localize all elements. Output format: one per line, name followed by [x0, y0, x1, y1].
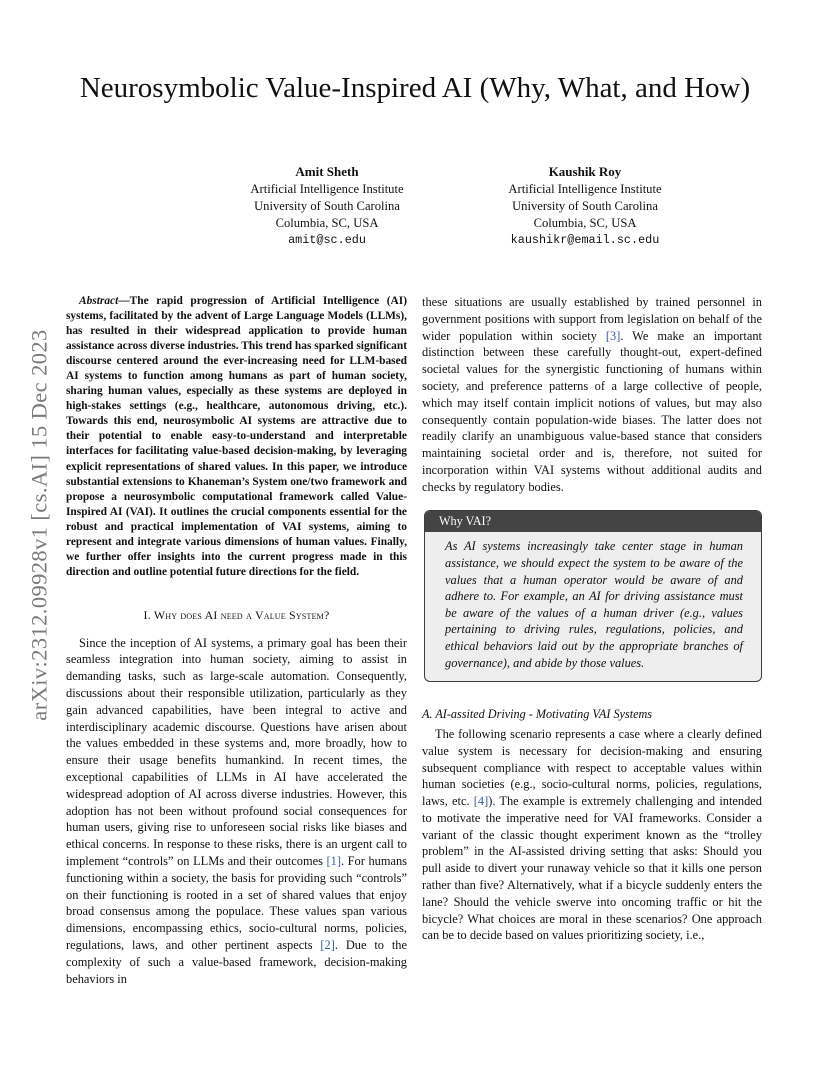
author-university: University of South Carolina — [254, 199, 400, 213]
abstract — [66, 294, 407, 580]
author-email: kaushikr@email.sc.edu — [510, 233, 660, 247]
left-column — [66, 294, 407, 987]
author-name: Amit Sheth — [295, 164, 359, 179]
body-text: ). The example is extremely challenging and intended to motivate the imperative need for VAI frameworks. Consider a variant of the classic thought experiment known as the “trolley problem” in the AI-assisted driving setting that asks: Should you pull aside to divert your runaway vehicle so that it kills one person rather than five? Alternatively, what if a bicycle suddenly enters the lane? Should the vehicle swerve into oncoming traffic or hit the bicycle? What choices are moral in these scenarios? One approach can be to decide based on values prioritizing society, i.e., — [422, 794, 762, 943]
body-text: . Due to the complexity of such a value-based framework, decision-making behaviors in — [66, 938, 408, 986]
body-text: . We make an important distinction between these carefully thought-out, expert-defined societal values for the synergistic functioning of humans within society, and preference patterns of a large collective of people, which may itself contain implicit notions of values, but may also consequently contain population-wide biases. The latter does not readily clarify an unambiguous value-based stance that considers maintaining societal order and is, therefore, not suited for incorporation within VAI systems without additional audits and checks by regulatory bodies. — [422, 328, 762, 494]
right-column — [422, 294, 762, 944]
author-location: Columbia, SC, USA — [275, 216, 379, 230]
author-location: Columbia, SC, USA — [533, 216, 637, 230]
why-vai-box — [424, 510, 762, 683]
abstract-label: Abstract — [79, 295, 119, 307]
author-email: amit@sc.edu — [288, 233, 366, 247]
arxiv-identifier-margin — [16, 290, 64, 760]
author-name: Kaushik Roy — [548, 164, 622, 179]
body-paragraph — [422, 726, 762, 944]
subsection-heading: A. AI-assited Driving - Motivating VAI Systems — [422, 707, 653, 722]
author-block-1 — [212, 162, 442, 249]
author-block-2 — [470, 162, 700, 249]
citation-link[interactable]: [3] — [605, 328, 621, 343]
author-affiliation: Artificial Intelligence Institute — [508, 182, 662, 196]
author-university: University of South Carolina — [512, 199, 658, 213]
body-paragraph — [422, 294, 762, 496]
box-title: Why VAI? — [425, 511, 761, 533]
box-body: As AI systems increasingly take center stage in human assistance, we should expect the system to be aware of the values that a human operator would be aware of and adhere to. For example, an AI for driving assistance must be aware of the values of a human driver (e.g., values pertaining to driving rules, regulations, policies, and ethical behaviors laid out by the appropriate branches of governance), and abide by those values. — [445, 539, 743, 670]
body-text: . For humans functioning within a society, the basis for providing such “controls” on their functioning is rooted in a set of shared values that enjoy broad consensus among the populace. These values span various dimensions, encompassing ethics, socio-cultural norms, policies, regulations, laws, and other pertinent aspects — [66, 854, 407, 953]
arxiv-id: arXiv:2312.09928v1 [cs.AI] 15 Dec 2023 — [27, 329, 52, 721]
abstract-text: —The rapid progression of Artificial Intelligence (AI) systems, facilitated by the advent of Large Language Models (LLMs), has resulted in their widespread application to provide human assistance across diverse industries. This trend has sparked significant discourse centered around the ever-increasing need for LLM-based AI systems to function among humans as part of human society, sharing human values, especially as these systems are deployed in high-stakes settings (e.g., healthcare, autonomous driving, etc.). Towards this end, neurosymbolic AI systems are attractive due to their potential to enable easy-to-understand and interpretable interfaces for facilitating value-based decision-making, by leveraging explicit representations of shared values. In this paper, we introduce substantial extensions to Khaneman’s System one/two framework and propose a neurosymbolic computational framework called Value-Inspired AI (VAI). It outlines the crucial components essential for the robust and practical implementation of VAI systems, aiming to represent and integrate various dimensions of human values. Finally, we further offer insights into the current progress made in this direction and outline potential future directions for the field. — [66, 295, 407, 578]
body-text: The following scenario represents a case where a clearly defined value system is necessary for decision-making and ensuring subsequent compliance with respect to acceptable values within human societies (e.g., socio-cultural norms, policies, regulations, laws, etc. — [422, 726, 762, 809]
body-text: these situations are usually established by trained personnel in government positions with support from legislation on behalf of the wider population within society — [422, 295, 762, 343]
body-paragraph — [66, 635, 407, 988]
author-affiliation: Artificial Intelligence Institute — [250, 182, 404, 196]
citation-link[interactable]: [1] — [326, 854, 341, 869]
citation-link[interactable]: [2] — [320, 938, 335, 953]
paper-title: Neurosymbolic Value-Inspired AI (Why, What, and How) — [79, 72, 751, 104]
body-text: Since the inception of AI systems, a primary goal has been their seamless integration into human society, aiming to assist in demanding tasks, such as large-scale automation. Consequently, discussions about their responsible utilization, particularly as they gain advanced capabilities, have been integral to active and interdisciplinary academic discourse. Questions have arisen about the values embedded in these systems and, more broadly, how to ensure their usage benefits humankind. In recent times, the exceptional capabilities of LLMs in AI have accelerated the widespread adoption of AI across diverse industries. However, this adoption has not been without profound social consequences for human users, giving rise to unforeseen social risks like biases and ethical concerns. In response to these risks, there is an urgent call to implement “controls” on LLMs and their outcomes — [66, 635, 407, 869]
section-heading: I. Why does AI need a Value System? — [143, 607, 330, 622]
citation-link[interactable]: [4] — [473, 794, 489, 809]
